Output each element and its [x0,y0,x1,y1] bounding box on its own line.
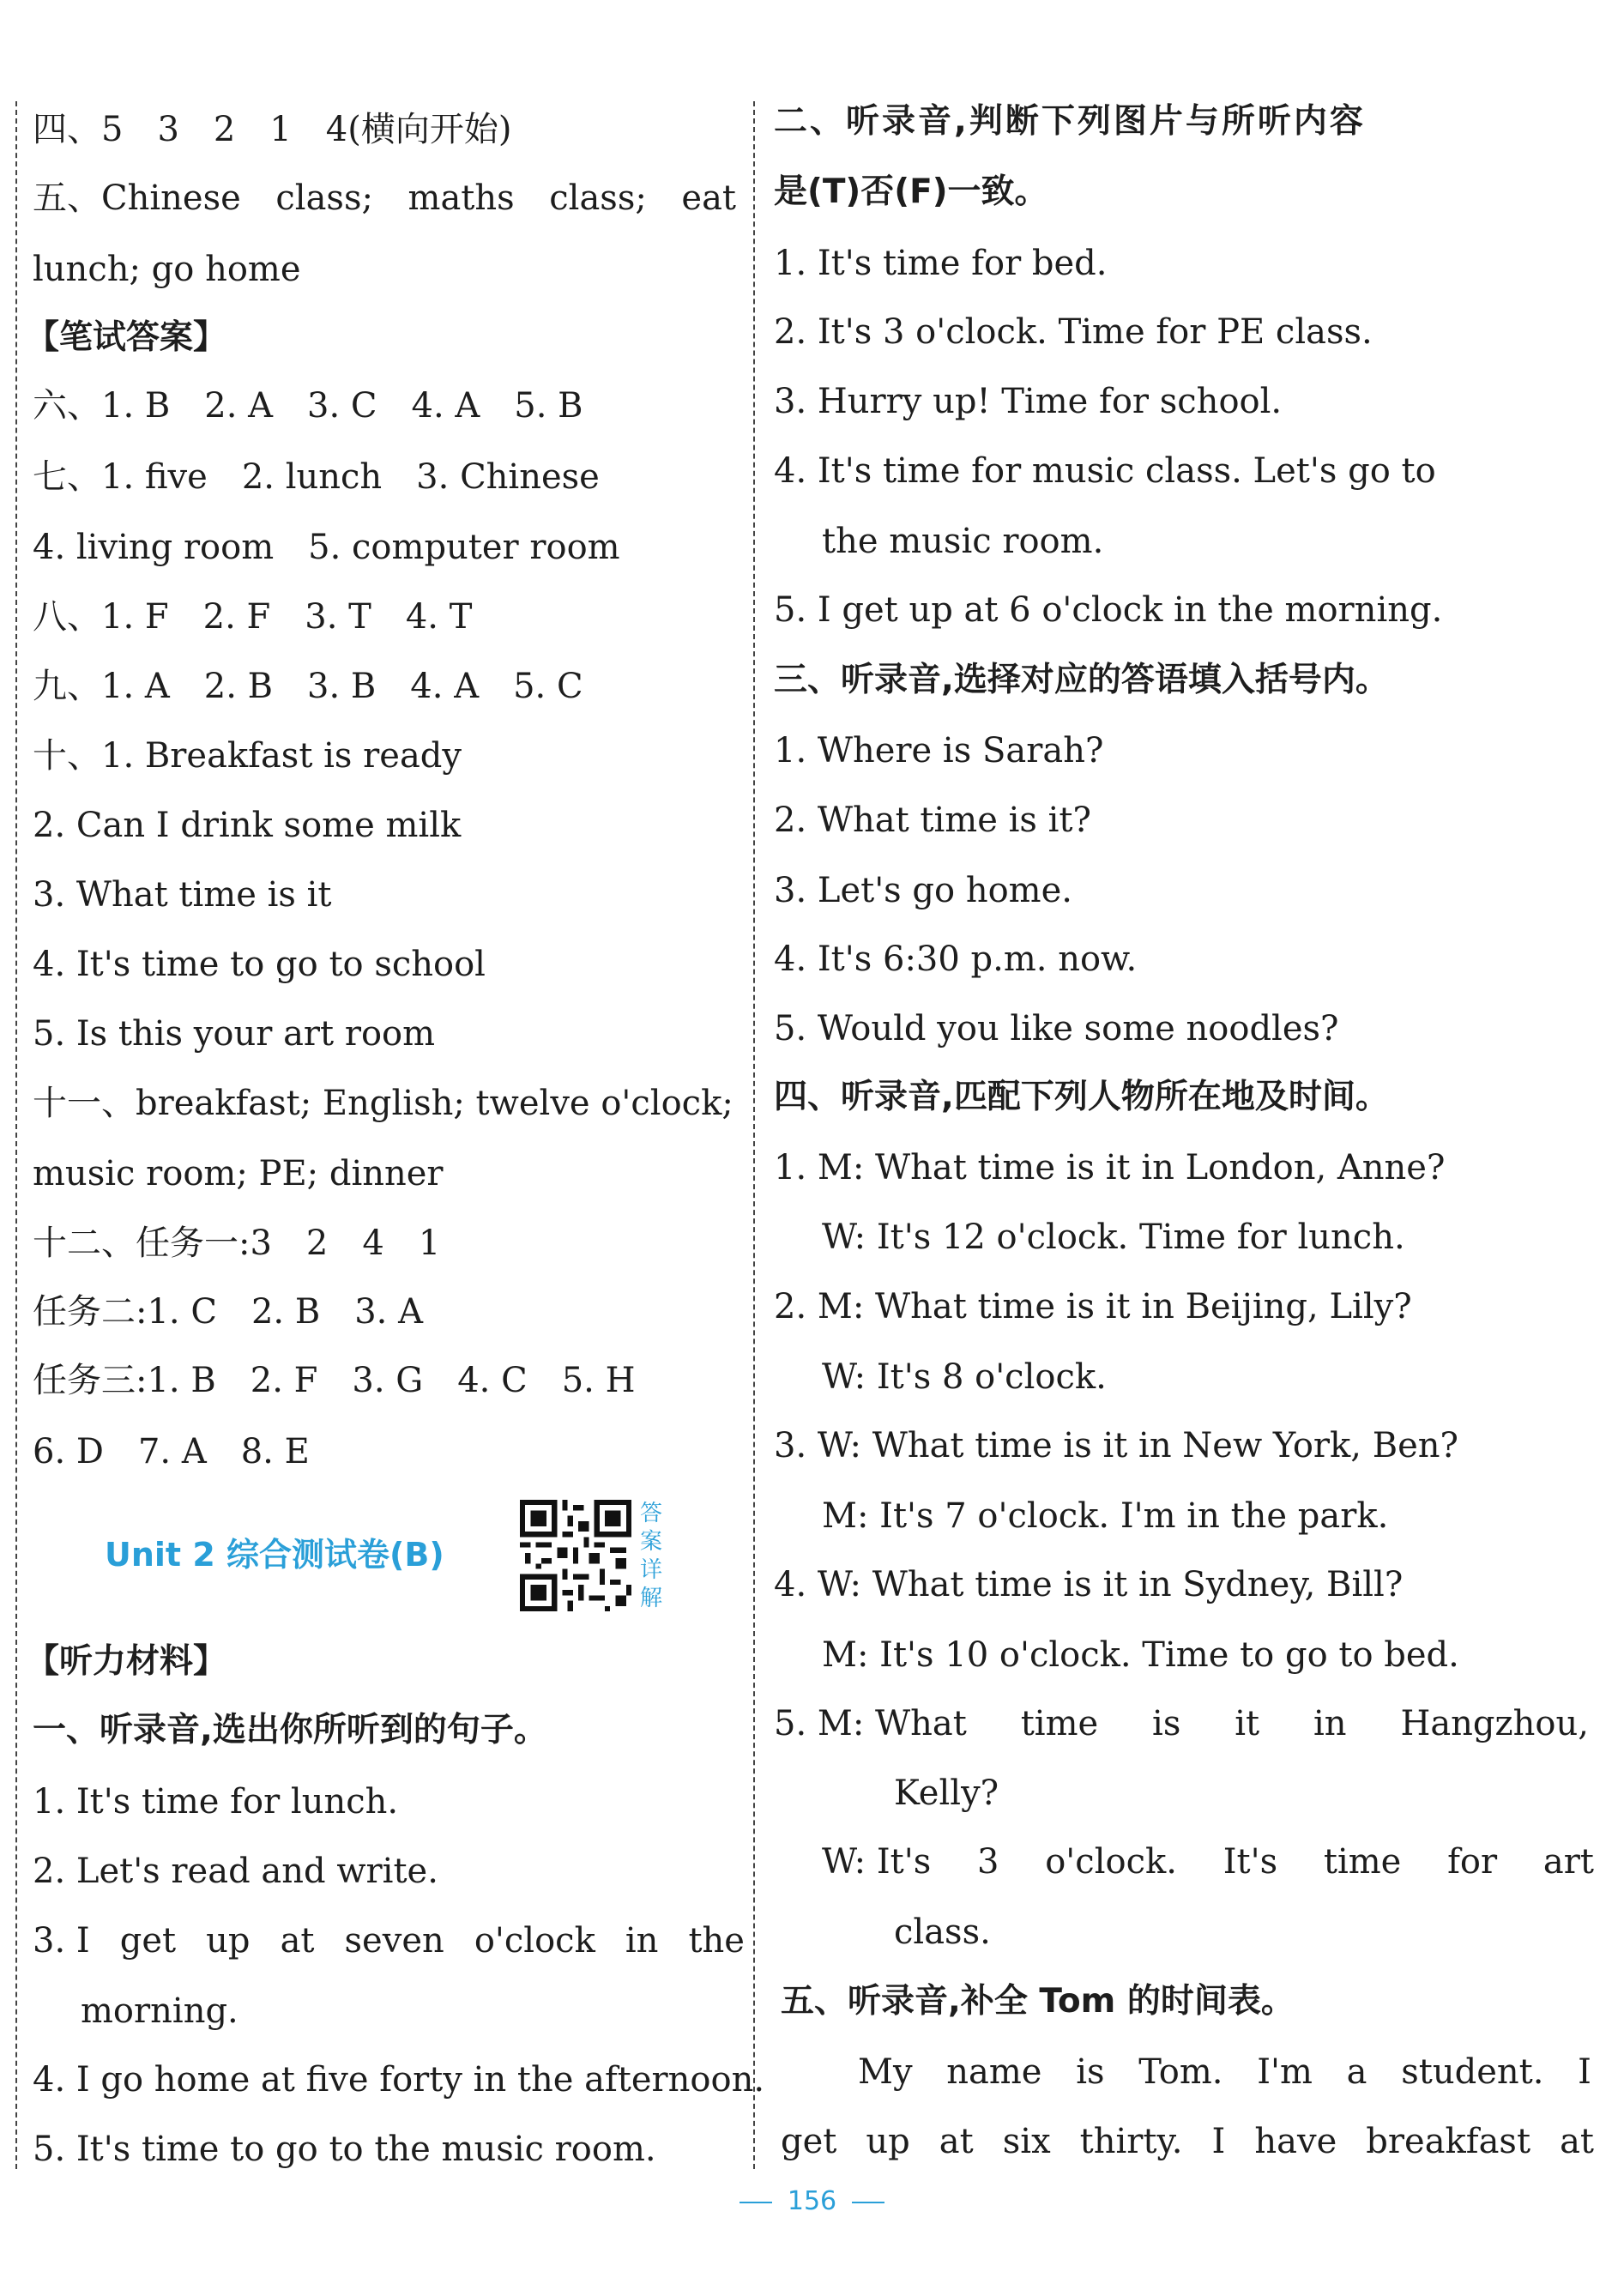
answer-line: 4. living room 5. computer room [33,528,620,567]
word: in [625,1921,659,1961]
qr-caption: 答 案 详 解 [639,1501,662,1611]
word: get [781,2122,837,2161]
word: seven [344,1921,444,1961]
answer-line: 3. What time is it [33,875,332,915]
page-number-dash-right [852,2202,884,2203]
word: at [1560,2122,1594,2161]
dialogue-line [774,1699,1589,1749]
column-divider-left [15,101,17,2169]
word: 3 [977,1842,999,1882]
dialogue-line: 3. W: What time is it in New York, Ben? [774,1426,1458,1465]
dialogue-line: 1. M: What time is it in London, Anne? [774,1148,1446,1187]
word: at [280,1921,315,1961]
answer-line: 1. It's time for lunch. [33,1782,399,1822]
word: up [866,2122,910,2161]
question-heading: 四、听录音,匹配下列人物所在地及时间。 [774,1078,1389,1116]
word: time [1020,1704,1099,1743]
answer-line: 5. Would you like some noodles? [774,1009,1339,1048]
word: breakfast [1366,2122,1531,2161]
page-number-dash-left [740,2202,772,2203]
word: Tom. [1138,2052,1223,2092]
answer-line: 1. Where is Sarah? [774,731,1104,770]
question-heading: 三、听录音,选择对应的答语填入括号内。 [774,661,1389,699]
word: for [1447,1842,1498,1882]
passage-line [858,2047,1591,2097]
word: in [1313,1704,1347,1743]
answer-line: lunch; go home [33,250,301,289]
dialogue-line: 4. W: What time is it in Sydney, Bill? [774,1565,1404,1604]
answer-line: 4. It's 6:30 p.m. now. [774,940,1138,979]
word: is [1076,2052,1105,2092]
answer-line: 九、1. A 2. B 3. B 4. A 5. C [33,667,583,706]
answer-line: 6. D 7. A 8. E [33,1432,310,1471]
word: at [939,2122,974,2161]
word: class; [275,178,373,218]
dialogue-line: 2. M: What time is it in Beijing, Lily? [774,1287,1412,1326]
question-heading: 一、听录音,选出你所听到的句子。 [33,1711,547,1749]
answer-line: 4. I go home at five forty in the afternoon. [33,2060,765,2100]
word: have [1254,2122,1337,2161]
answer-line: 4. It's time for music class. Let's go to [774,451,1436,491]
word: maths [408,178,515,218]
word: It's [1223,1842,1278,1882]
dialogue-line: M: It's 7 o'clock. I'm in the park. [822,1496,1389,1536]
word: I [1211,2122,1226,2161]
answer-line: 七、1. five 2. lunch 3. Chinese [33,457,600,497]
word: 3. I [33,1921,90,1961]
word: My [858,2052,913,2092]
word: up [206,1921,251,1961]
answer-line: the music room. [822,522,1104,561]
word: student. [1401,2052,1544,2092]
answer-line [33,1916,745,1966]
word: thirty. [1079,2122,1183,2161]
answer-line: 十、1. Breakfast is ready [33,736,462,776]
passage-line [781,2117,1594,2166]
word: the [688,1921,745,1961]
unit-title: Unit 2 综合测试卷(B) [105,1536,444,1574]
answer-line: 2. It's 3 o'clock. Time for PE class. [774,312,1373,352]
word: a [1346,2052,1367,2092]
answer-line: 5. Is this your art room [33,1014,436,1054]
answer-line: 3. Hurry up! Time for school. [774,382,1283,421]
answer-line: morning. [81,1991,238,2031]
word: o'clock [474,1921,595,1961]
page-number: 156 [0,2186,1624,2216]
section-heading-written-answers: 【笔试答案】 [26,318,227,357]
dialogue-line: W: It's 12 o'clock. Time for lunch. [822,1218,1405,1257]
word: Hangzhou, [1400,1704,1589,1743]
dialogue-line [822,1837,1594,1887]
word: I'm [1257,2052,1313,2092]
word: six [1002,2122,1051,2161]
dialogue-line: W: It's 8 o'clock. [822,1357,1107,1397]
dialogue-line: class. [894,1912,991,1952]
word: name [946,2052,1042,2092]
answer-line: 任务二:1. C 2. B 3. A [33,1292,423,1332]
word: I [1578,2052,1591,2092]
answer-line: 5. I get up at 6 o'clock in the morning. [774,590,1443,630]
section-heading-listening-material: 【听力材料】 [26,1642,227,1681]
answer-line: 六、1. B 2. A 3. C 4. A 5. B [33,386,583,426]
answer-line: 十一、breakfast; English; twelve o'clock; [33,1084,734,1123]
answer-line: 5. It's time to go to the music room. [33,2130,656,2169]
column-divider-middle [753,101,755,2169]
word: W: It's [822,1842,932,1882]
answer-line: 2. Can I drink some milk [33,806,462,845]
answer-line: music room; PE; dinner [33,1154,444,1193]
answer-line: 任务三:1. B 2. F 3. G 4. C 5. H [33,1361,636,1400]
word: 五、Chinese [33,178,241,218]
dialogue-line: M: It's 10 o'clock. Time to go to bed. [822,1635,1459,1675]
word: time [1323,1842,1402,1882]
word: o'clock. [1045,1842,1177,1882]
word: get [119,1921,177,1961]
answer-line: 1. It's time for bed. [774,244,1108,283]
answer-line: 2. Let's read and write. [33,1852,438,1891]
word: art [1542,1842,1594,1882]
answer-line: 八、1. F 2. F 3. T 4. T [33,597,473,637]
answer-line: 十二、任务一:3 2 4 1 [33,1224,441,1263]
answer-line: 四、5 3 2 1 4(横向开始) [33,110,512,149]
word: 5. M: What [774,1704,967,1743]
answer-line: 4. It's time to go to school [33,945,486,984]
question-heading: 二、听录音,判断下列图片与所听内容 [774,102,1366,141]
answer-line: 2. What time is it? [774,801,1091,840]
word: eat [681,178,736,218]
question-heading: 五、听录音,补全 Tom 的时间表。 [781,1982,1295,2021]
qr-code-icon[interactable] [520,1500,631,1611]
word: class; [549,178,647,218]
answer-line: 3. Let's go home. [774,871,1072,910]
word: it [1235,1704,1260,1743]
dialogue-line: Kelly? [894,1773,999,1813]
answer-line [33,173,736,223]
question-heading: 是(T)否(F)一致。 [774,172,1048,211]
word: is [1152,1704,1181,1743]
